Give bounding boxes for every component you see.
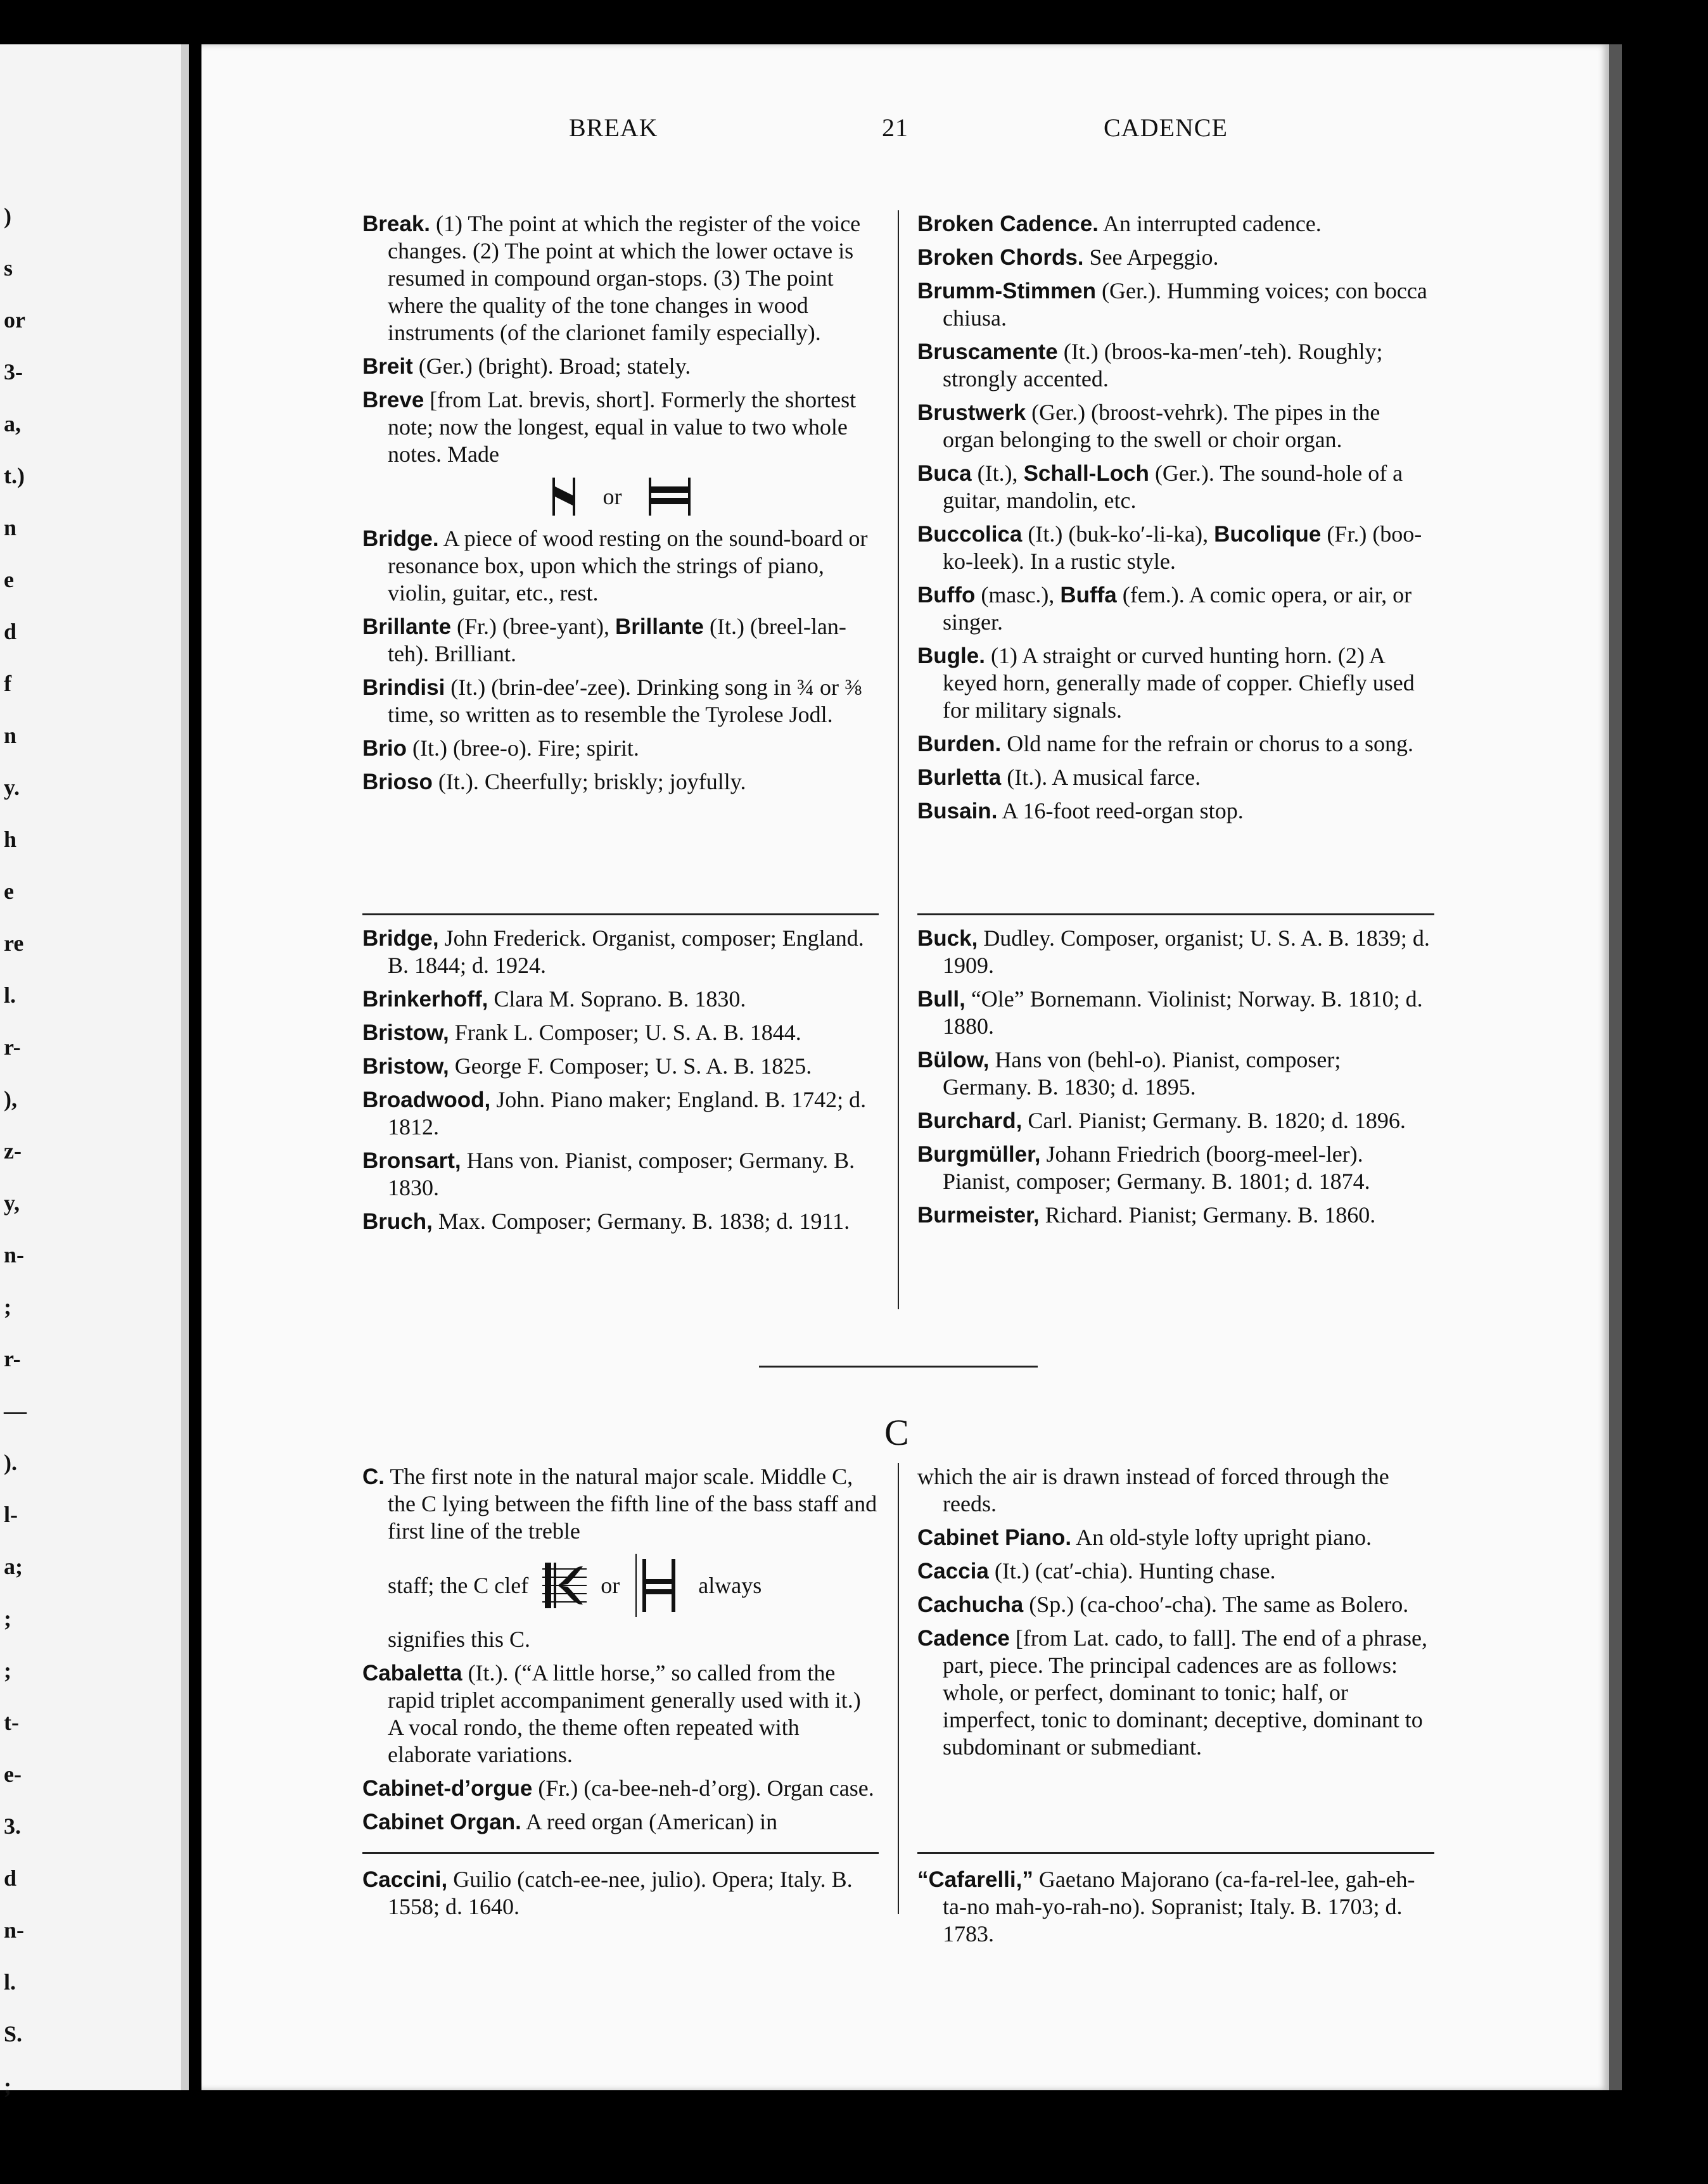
- headword: Burletta: [917, 765, 1002, 790]
- entry: [917, 460, 1434, 514]
- entry-text: John. Piano maker; England. B. 1742; d. 1812.: [388, 1087, 867, 1140]
- headword: Bülow,: [917, 1048, 990, 1072]
- entry: [917, 399, 1434, 454]
- entry-text: (Ger.) (broost-vehrk). The pipes in the organ belonging to the swell or choir organ.: [943, 400, 1380, 452]
- edge-fragment: l.: [4, 982, 16, 1008]
- headword: Brillante: [615, 614, 704, 639]
- entry-text: See Arpeggio.: [1083, 244, 1219, 270]
- entry: [917, 797, 1434, 825]
- headword: Buffo: [917, 583, 976, 607]
- headword: Busain.: [917, 799, 998, 823]
- headword: Bridge,: [362, 926, 439, 951]
- entry-text: Max. Composer; Germany. B. 1838; d. 1911.: [432, 1209, 850, 1234]
- headword: Caccini,: [362, 1867, 448, 1892]
- headword: “Cafarelli,”: [917, 1867, 1033, 1892]
- entry: [917, 210, 1434, 238]
- entry-text: (Ger.). The sound-hole of a guitar, mandolin, etc.: [943, 460, 1403, 513]
- headword: Caccia: [917, 1559, 989, 1584]
- headword: Bull,: [917, 987, 966, 1012]
- entry-text: (It.) (cat′-chia). Hunting chase.: [988, 1558, 1276, 1584]
- entry: [917, 1524, 1434, 1551]
- edge-fragment: d: [4, 1865, 17, 1891]
- headword: Schall-Loch: [1023, 461, 1149, 486]
- headword: Cabinet Piano.: [917, 1525, 1072, 1550]
- entry: [362, 1147, 879, 1202]
- headword: Broken Chords.: [917, 245, 1084, 270]
- entry: [917, 764, 1434, 791]
- edge-fragment: r-: [4, 1034, 21, 1060]
- column-3-biographies: [362, 1866, 879, 1927]
- edge-fragment: or: [4, 307, 25, 333]
- headword: Buck,: [917, 926, 978, 951]
- edge-fragment: ;: [4, 1606, 11, 1631]
- entry-text: (It.). A musical farce.: [1001, 765, 1201, 790]
- entry-text: (fem.). A comic opera, or air, or singer.: [943, 582, 1412, 635]
- entry-text: Old name for the refrain or chorus to a song.: [1001, 731, 1414, 756]
- entry-text: George F. Composer; U. S. A. B. 1825.: [449, 1053, 812, 1079]
- entry: [362, 1808, 879, 1836]
- headword: Broken Cadence.: [917, 212, 1099, 236]
- headword: Brinkerhoff,: [362, 987, 488, 1012]
- headword: Brindisi: [362, 675, 445, 700]
- entry-text: (Fr.) (boo-ko-leek). In a rustic style.: [943, 521, 1422, 574]
- headword: Cabinet Organ.: [362, 1810, 521, 1834]
- entry: [362, 735, 879, 762]
- section-letter: C: [884, 1412, 909, 1453]
- headword: Breve: [362, 388, 424, 412]
- entry-text: An old-style lofty upright piano.: [1071, 1525, 1372, 1550]
- entry-text: (Ger.). Humming voices; con bocca chiusa.: [943, 278, 1427, 331]
- entry: [362, 1053, 879, 1080]
- headword: Break.: [362, 212, 431, 236]
- headword: Cabaletta: [362, 1661, 462, 1686]
- entry: [362, 1019, 879, 1046]
- entry-text: (Ger.) (bright). Broad; stately.: [412, 353, 691, 379]
- column-divider: [898, 210, 899, 1309]
- entry-text: (masc.),: [975, 582, 1061, 607]
- bio-divider-left: [362, 913, 879, 915]
- edge-fragment: y.: [4, 775, 20, 800]
- entry-text: (1) The point at which the register of the voice changes. (2) The point at which the lower octave is resumed in compound organ-stops. (3) The point where the quality of the tone changes in wood instruments (of the clarionet family especially).: [388, 211, 861, 345]
- left-page-edge: [0, 44, 188, 2098]
- entry-text: Carl. Pianist; Germany. B. 1820; d. 1896.: [1022, 1108, 1406, 1133]
- clef-text-or: or: [601, 1572, 620, 1598]
- edge-fragment: z-: [4, 1138, 22, 1164]
- headword: Cadence: [917, 1626, 1010, 1651]
- edge-fragment: d: [4, 619, 17, 644]
- headword: Buccolica: [917, 522, 1023, 547]
- headword: Bronsart,: [362, 1148, 461, 1173]
- entry-text: (Fr.) (bree-yant),: [451, 614, 615, 639]
- entry-text: An interrupted cadence.: [1098, 211, 1322, 236]
- entry-text: Clara M. Soprano. B. 1830.: [488, 986, 746, 1012]
- page-number: 21: [882, 113, 908, 142]
- entry-text: (It.) (brin-dee′-zee). Drinking song in ¾ or ⅜ time, so written as to resemble the Tyrolese Jodl.: [388, 675, 862, 727]
- headword: Brustwerk: [917, 400, 1026, 425]
- edge-fragment: n: [4, 515, 17, 540]
- c-clef-alt-icon: [634, 1554, 684, 1617]
- entry: [362, 613, 879, 668]
- clef-text-after: always: [698, 1572, 762, 1598]
- entry-text: [from Lat. cado, to fall]. The end of a phrase, part, piece. The principal cadences are as follows: whole, or perfect, dominant to tonic; half, or imperfect, tonic to dominant; deceptive, dominant to subdominant or submediant.: [943, 1625, 1427, 1760]
- entry-text: Gaetano Majorano (ca-fa-rel-lee, gah-eh-ta-no mah-yo-rah-no). Sopranist; Italy. B. 1703; d. 1783.: [943, 1867, 1415, 1946]
- entry: [917, 986, 1434, 1040]
- edge-fragment: f: [4, 671, 11, 696]
- entry: [917, 338, 1434, 393]
- entry-text: which the air is drawn instead of forced through the reeds.: [917, 1464, 1389, 1516]
- entry: [917, 642, 1434, 724]
- entry-text: (It.) (buk-ko′-li-ka),: [1022, 521, 1214, 547]
- edge-fragment: ): [4, 203, 11, 229]
- entry: [917, 1202, 1434, 1229]
- entry: [362, 674, 879, 728]
- headword: Broadwood,: [362, 1088, 491, 1112]
- running-head-left: BREAK: [569, 113, 658, 142]
- column-2-glossary: [917, 210, 1434, 831]
- entry-text: Guilio (catch-ee-nee, julio). Opera; Italy. B. 1558; d. 1640.: [388, 1867, 853, 1919]
- entry-text: (It.). (“A little horse,” so called from the rapid triplet accompaniment generally used with it.) A vocal rondo, the theme often repeated with elaborate variations.: [388, 1660, 861, 1767]
- entry: [917, 1558, 1434, 1585]
- headword: Burmeister,: [917, 1203, 1040, 1228]
- entry-text: Dudley. Composer, organist; U. S. A. B. 1839; d. 1909.: [943, 925, 1430, 978]
- entry-text: Johann Friedrich (boorg-meel-ler). Pianist, composer; Germany. B. 1801; d. 1874.: [943, 1141, 1370, 1194]
- edge-fragment: n-: [4, 1242, 25, 1267]
- edge-fragment: l.: [4, 1969, 16, 1995]
- entry: [917, 1463, 1434, 1518]
- headword: Burgmüller,: [917, 1142, 1041, 1167]
- headword: Bruch,: [362, 1209, 433, 1234]
- glossary-entry-continuation: signifies this C.: [388, 1627, 531, 1652]
- bio-divider-right: [917, 913, 1434, 915]
- entry: [362, 1086, 879, 1141]
- entry-text: [from Lat. brevis, short]. Formerly the shortest note; now the longest, equal in value to two whole notes. Made: [388, 387, 857, 467]
- edge-fragment: t.): [4, 463, 25, 488]
- edge-fragment: ;: [4, 2073, 11, 2098]
- section-rule: [759, 1366, 1038, 1368]
- headword: Brio: [362, 736, 407, 761]
- entry: [362, 386, 879, 468]
- c-clef-figure-row: [388, 1554, 879, 1617]
- entry: [362, 1660, 879, 1768]
- column-4-biographies: [917, 1866, 1434, 1954]
- headword: Brillante: [362, 614, 452, 639]
- entry-text: A piece of wood resting on the sound-board or resonance box, upon which the strings of piano, violin, guitar, etc., rest.: [388, 526, 868, 606]
- edge-fragment: ),: [4, 1086, 17, 1112]
- edge-fragment: e: [4, 567, 14, 592]
- clef-text-before: staff; the C clef: [388, 1572, 529, 1598]
- entry: [362, 1866, 879, 1921]
- entry: [362, 525, 879, 607]
- edge-fragment: n-: [4, 1917, 25, 1943]
- entry: [917, 1625, 1434, 1761]
- entry: [917, 521, 1434, 575]
- entry-text: (It.). Cheerfully; briskly; joyfully.: [432, 769, 746, 794]
- entry: [362, 1775, 879, 1802]
- entry: [362, 986, 879, 1013]
- edge-fragment: y,: [4, 1190, 20, 1216]
- entry: [917, 1107, 1434, 1134]
- headword: Buffa: [1060, 583, 1117, 607]
- headword: Bridge.: [362, 526, 439, 551]
- edge-fragment: t-: [4, 1710, 19, 1735]
- headword: Bruscamente: [917, 340, 1058, 364]
- column-divider-lower: [898, 1463, 899, 1914]
- column-1-biographies: [362, 925, 879, 1241]
- column-1-glossary: [362, 210, 879, 802]
- column-3-glossary: [362, 1463, 879, 1842]
- entry-text: (Fr.) (ca-bee-neh-d’org). Organ case.: [532, 1775, 874, 1801]
- edge-fragment: h: [4, 827, 17, 852]
- headword: Bucolique: [1214, 522, 1322, 547]
- bio-divider-lower-right: [917, 1852, 1434, 1854]
- entry-text: John Frederick. Organist, composer; England. B. 1844; d. 1924.: [388, 925, 864, 978]
- entry-text: Hans von. Pianist, composer; Germany. B. 1830.: [388, 1148, 855, 1200]
- breve-figure-row: [362, 474, 879, 519]
- entry-text: A reed organ (American) in: [521, 1809, 778, 1834]
- entry-text: (Sp.) (ca-choo′-cha). The same as Bolero.: [1023, 1592, 1409, 1617]
- c-clef-icon: [542, 1560, 587, 1611]
- entry-text: (1) A straight or curved hunting horn. (2) A keyed horn, generally made of copper. Chiefly used for military signals.: [943, 643, 1415, 723]
- edge-fragment: l-: [4, 1502, 18, 1527]
- edge-fragment: —: [4, 1398, 27, 1423]
- entry: [917, 1591, 1434, 1618]
- entry: [362, 1208, 879, 1235]
- headword: Cachucha: [917, 1592, 1024, 1617]
- edge-fragment: s: [4, 255, 13, 281]
- figure-or-text: or: [602, 483, 622, 509]
- entry: [917, 1046, 1434, 1101]
- entry: [362, 353, 879, 380]
- entry-text: A 16-foot reed-organ stop.: [997, 798, 1244, 823]
- headword: C.: [362, 1464, 385, 1489]
- headword: Brioso: [362, 770, 433, 794]
- entry: [917, 277, 1434, 332]
- edge-fragment: 3.: [4, 1813, 21, 1839]
- page-gutter: [181, 44, 189, 2090]
- entry-text: The first note in the natural major scale. Middle C, the C lying between the fifth line of the bass staff and first line of the treble: [385, 1464, 877, 1544]
- entry-text: Frank L. Composer; U. S. A. B. 1844.: [449, 1020, 801, 1045]
- headword: Brumm-Stimmen: [917, 279, 1096, 303]
- headword: Cabinet-d’orgue: [362, 1776, 533, 1801]
- entry: [917, 1866, 1434, 1948]
- entry-text: “Ole” Bornemann. Violinist; Norway. B. 1810; d. 1880.: [943, 986, 1423, 1039]
- edge-fragment: ;: [4, 1294, 11, 1319]
- running-head-right: CADENCE: [1104, 113, 1228, 142]
- column-4-glossary: [917, 1463, 1434, 1767]
- headword: Buca: [917, 461, 972, 486]
- headword: Burden.: [917, 732, 1002, 756]
- edge-fragment: re: [4, 930, 24, 956]
- entry-text: (It.),: [971, 460, 1024, 486]
- entry-text: (It.) (broos-ka-men′-teh). Roughly; strongly accented.: [943, 339, 1383, 391]
- edge-fragment: a,: [4, 411, 21, 436]
- entry: [917, 581, 1434, 636]
- entry: [917, 244, 1434, 271]
- entry: [362, 925, 879, 979]
- breve-note-icon: [550, 476, 578, 517]
- headword: Bristow,: [362, 1020, 449, 1045]
- glossary-entry: [362, 1463, 879, 1545]
- edge-fragment: a;: [4, 1554, 23, 1579]
- entry-text: Hans von (behl-o). Pianist, composer; Germany. B. 1830; d. 1895.: [943, 1047, 1341, 1100]
- edge-fragment: S.: [4, 2021, 23, 2047]
- headword: Breit: [362, 354, 413, 379]
- headword: Burchard,: [917, 1108, 1023, 1133]
- breve-double-bar-icon: [647, 476, 692, 517]
- headword: Bristow,: [362, 1054, 449, 1079]
- entry: [917, 925, 1434, 979]
- column-2-biographies: [917, 925, 1434, 1235]
- edge-fragment: e-: [4, 1762, 22, 1787]
- edge-fragment: r-: [4, 1346, 21, 1371]
- entry: [917, 730, 1434, 758]
- edge-fragment: n: [4, 723, 17, 748]
- entry-text: Richard. Pianist; Germany. B. 1860.: [1039, 1202, 1376, 1228]
- edge-fragment: e: [4, 879, 14, 904]
- entry: [917, 1141, 1434, 1195]
- edge-fragment: ;: [4, 1658, 11, 1683]
- edge-fragment: 3-: [4, 359, 23, 384]
- entry-text: (It.) (bree-o). Fire; spirit.: [407, 735, 639, 761]
- bio-divider-lower-left: [362, 1852, 879, 1854]
- entry: [362, 768, 879, 796]
- page-edge: [1609, 44, 1622, 2090]
- edge-fragment: ).: [4, 1450, 17, 1475]
- entry-text: (It.) (breel-lan-teh). Brilliant.: [388, 614, 846, 666]
- entry: [362, 210, 879, 346]
- headword: Bugle.: [917, 644, 985, 668]
